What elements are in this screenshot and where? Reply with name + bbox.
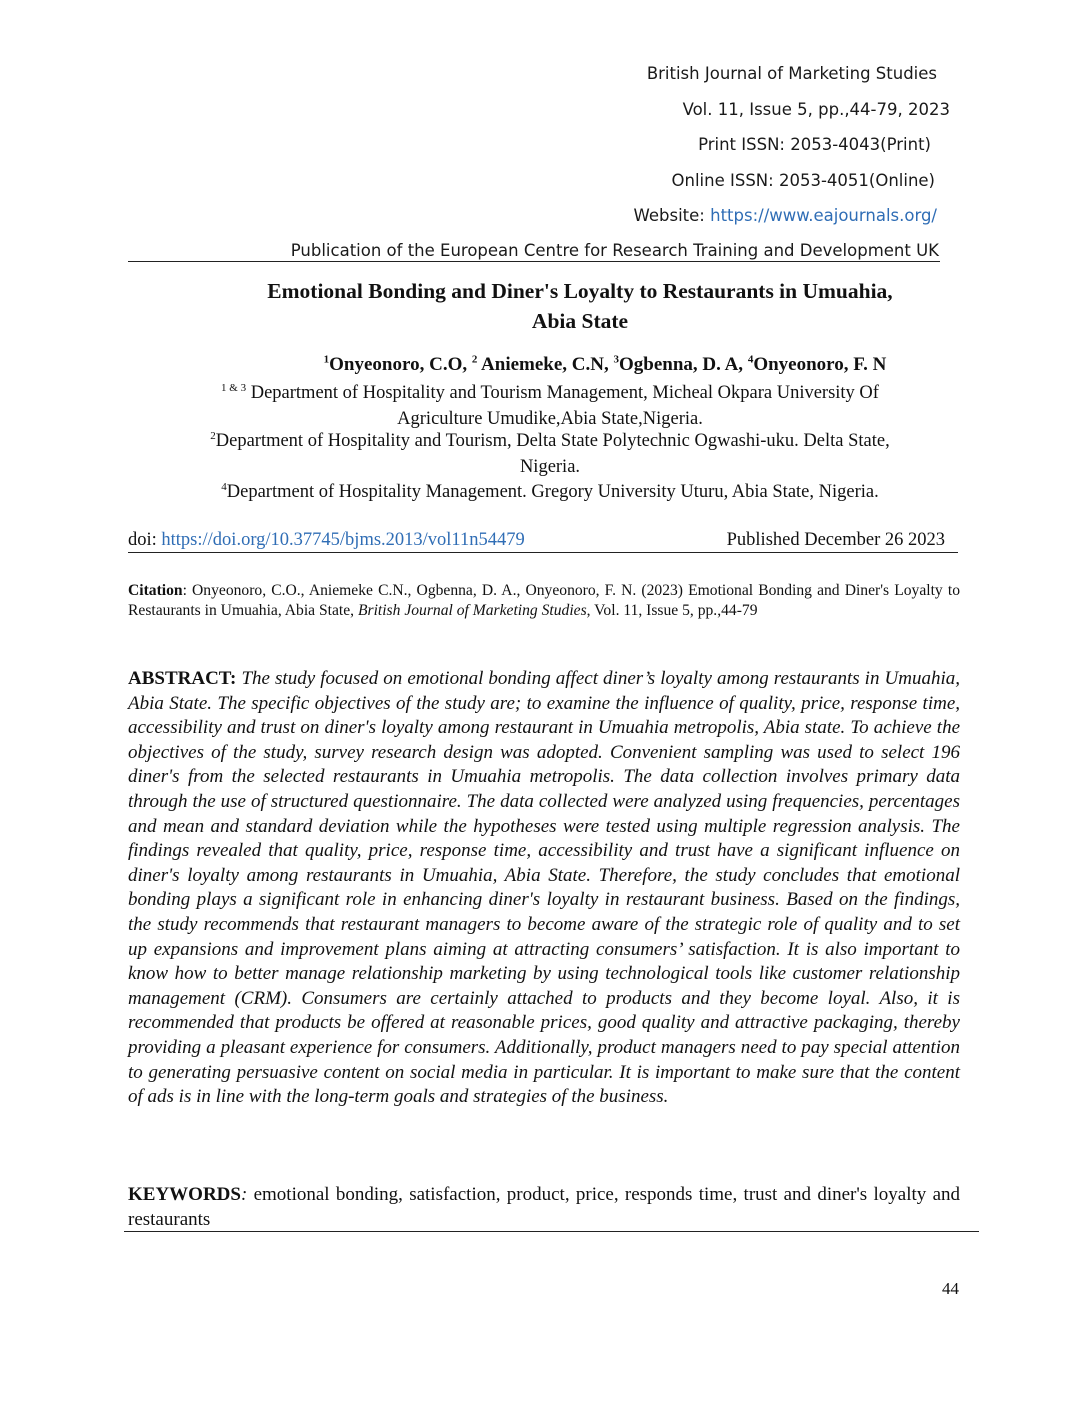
keywords bbox=[128, 1183, 960, 1232]
affiliation-2 bbox=[150, 428, 950, 480]
website-link[interactable]: https://www.eajournals.org/ bbox=[710, 206, 937, 225]
citation-journal: British Journal of Marketing Studies bbox=[357, 602, 587, 619]
keywords-divider bbox=[124, 1231, 979, 1232]
affiliation-2-line-2: Nigeria. bbox=[519, 457, 581, 477]
affiliation-1-line-2: Agriculture Umudike,Abia State,Nigeria. bbox=[397, 409, 703, 429]
journal-volume: Vol. 11, Issue 5, pp.,44-79, 2023 bbox=[682, 100, 950, 119]
online-issn: Online ISSN: 2053-4051(Online) bbox=[671, 171, 935, 190]
affiliation-1-sup: 1 & 3 bbox=[221, 381, 247, 394]
affiliation-1 bbox=[150, 380, 950, 432]
author-1-sup: 1 bbox=[323, 353, 330, 366]
author-3-sup: 3 bbox=[613, 353, 619, 366]
doi-divider bbox=[128, 552, 958, 553]
affiliation-3-line-1: Department of Hospitality Management. Gregory University Uturu, Abia State, Nigeria. bbox=[226, 482, 879, 502]
affiliation-2-sup: 2 bbox=[210, 429, 216, 442]
doi-label: doi: bbox=[128, 530, 157, 550]
citation bbox=[128, 581, 960, 621]
author-3: Ogbenna, D. A, bbox=[619, 354, 744, 375]
journal-website bbox=[634, 206, 937, 225]
title-line-1: Emotional Bonding and Diner's Loyalty to Restaurants in Umuahia, bbox=[267, 279, 893, 303]
doi bbox=[128, 528, 525, 552]
doi-link[interactable]: https://doi.org/10.37745/bjms.2013/vol11n54479 bbox=[161, 530, 525, 550]
affiliation-1-line-1: Department of Hospitality and Tourism Management, Micheal Okpara University Of bbox=[250, 383, 879, 403]
abstract-label: ABSTRACT: bbox=[128, 668, 237, 689]
page-number: 44 bbox=[942, 1279, 959, 1298]
print-issn: Print ISSN: 2053-4043(Print) bbox=[698, 135, 931, 154]
keywords-sep: : bbox=[240, 1184, 248, 1205]
affiliation-3 bbox=[150, 479, 950, 505]
author-4: Onyeonoro, F. N bbox=[753, 354, 887, 375]
paper-title bbox=[180, 276, 980, 336]
affiliation-2-line-1: Department of Hospitality and Tourism, Delta State Polytechnic Ogwashi-uku. Delta State, bbox=[215, 431, 890, 451]
citation-text-2: , Vol. 11, Issue 5, pp.,44-79 bbox=[586, 602, 758, 619]
author-4-sup: 4 bbox=[747, 353, 754, 366]
citation-label: Citation bbox=[128, 582, 183, 599]
abstract-text: The study focused on emotional bonding affect diner’s loyalty among restaurants in Umuahia, Abia State. The specific objectives of the study are; to examine the influence of quality, price, response time, accessibility and trust on diner's loyalty among restaurant in Umuahia metropolis, Abia state. To achieve the objectives of the study, survey research design was adopted. Convenient sampling was used to select 196 diner's from the selected restaurants in Umuahia metropolis. The data collection involves primary data through the use of structured questionnaire. The data collected were analyzed using frequencies, percentages and mean and standard deviation while the hypotheses were tested using multiple regression analysis. The findings revealed that quality, price, response time, accessibility and trust have a significant influence on diner's loyalty among restaurants in Umuahia, Abia State. Therefore, the study concludes that emotional bonding plays a significant role in enhancing diner's loyalty in restaurant business. Based on the findings, the study recommends that restaurant managers to become aware of the strategic role of quality and to set up expansions and improvement plans aiming at attracting consumers’ satisfaction. It is also important to know how to better manage relationship marketing by using technological tools like customer relationship management (CRM). Consumers are certainly attached to products and they become loyal. Also, it is recommended that products be offered at reasonable prices, good quality and attractive packaging, thereby providing a pleasant experience for consumers. Additionally, product managers need to pay special attention to generating persuasive content on social media in particular. It is important to make sure that the content of ads is in line with the long-term goals and strategies of the business. bbox=[128, 668, 960, 1108]
header-divider bbox=[128, 261, 940, 262]
website-label: Website: bbox=[633, 206, 705, 225]
keywords-text: emotional bonding, satisfaction, product, price, responds time, trust and diner's loyalty and restaurants bbox=[128, 1184, 960, 1230]
journal-name: British Journal of Marketing Studies bbox=[646, 64, 937, 83]
publisher-line: Publication of the European Centre for Research Training and Development UK bbox=[290, 241, 939, 260]
citation-text-1: : Onyeonoro, C.O., Aniemeke C.N., Ogbenna, D. A., Onyeonoro, F. N. (2023) Emotional Bonding and Diner's Loyalty to Restaurants in Umuahia, Abia State, bbox=[128, 582, 960, 619]
keywords-label: KEYWORDS bbox=[128, 1184, 241, 1205]
author-2: Aniemeke, C.N, bbox=[481, 354, 609, 375]
published-date: Published December 26 2023 bbox=[726, 530, 945, 550]
author-2-sup: 2 bbox=[471, 353, 478, 366]
author-list bbox=[160, 352, 960, 378]
author-1: Onyeonoro, C.O, bbox=[329, 354, 468, 375]
abstract bbox=[128, 667, 960, 1110]
affiliation-3-sup: 4 bbox=[221, 480, 227, 493]
title-line-2: Abia State bbox=[531, 309, 629, 333]
